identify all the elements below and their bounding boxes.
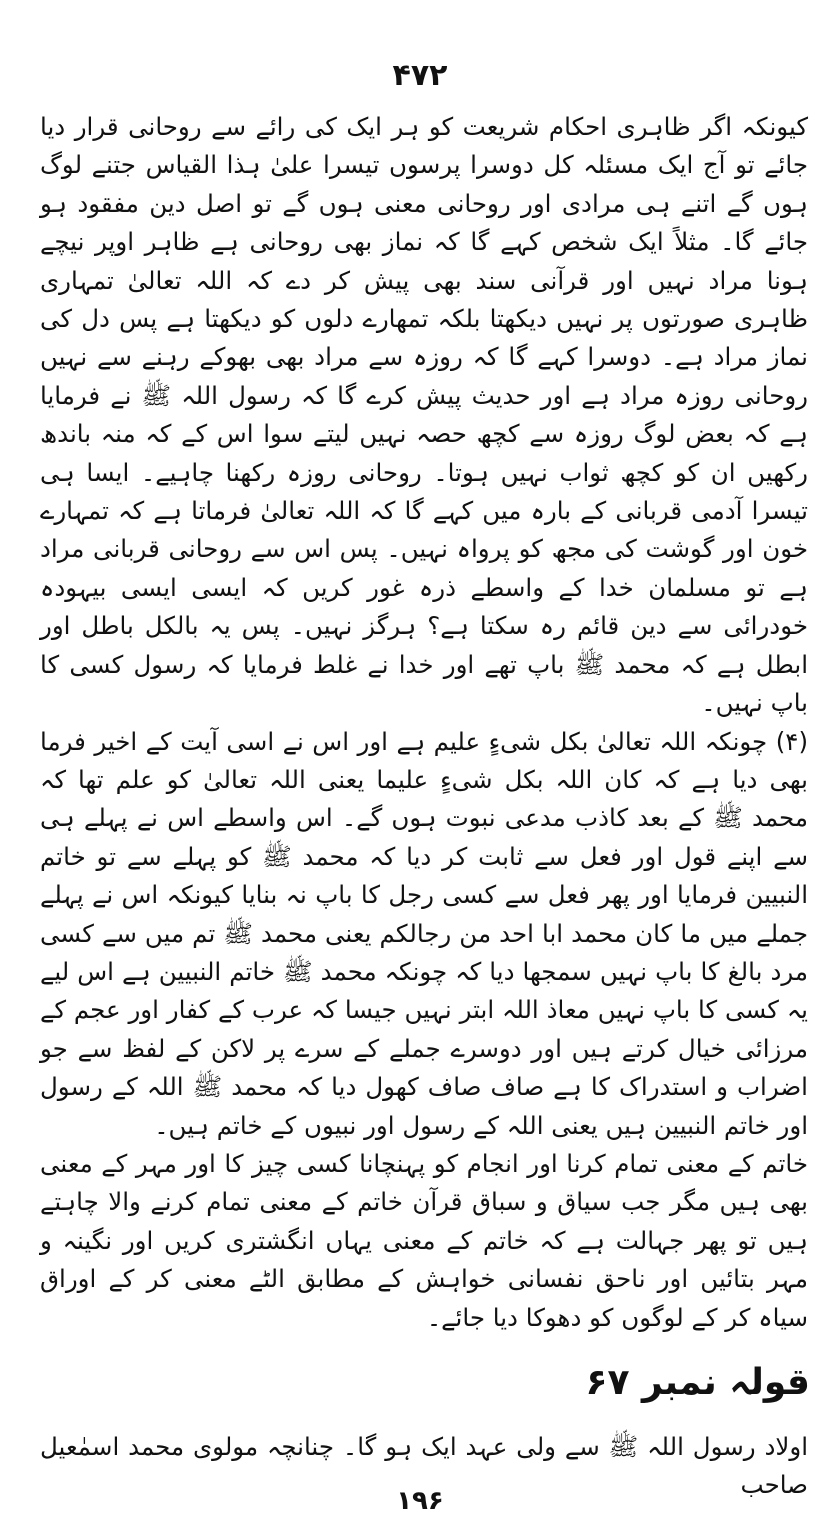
page-number-top: ۴۷۲: [392, 58, 448, 93]
section-heading: قولہ نمبر ۶۷: [585, 1362, 810, 1403]
body-text: [40, 108, 808, 1337]
continuation-line: اولاد رسول اللہ ﷺ سے ولی عہد ایک ہو گا۔ چنانچہ مولوی محمد اسمٰعیل صاحب: [40, 1432, 808, 1499]
paragraph-1: کیونکہ اگر ظاہری احکام شریعت کو ہر ایک کی رائے سے روحانی قرار دیا جائے تو آج ایک مسئلہ کل دوسرا پرسوں تیسرا علیٰ ہذا القیاس جتنے لوگ ہوں گے اتنے ہی مرادی اور روحانی معنی ہوں گے تو اصل دین مفقود ہو جائے گا۔ مثلاً ایک شخص کہے گا کہ نماز بھی روحانی ہے ظاہر اوپر نیچے ہونا مراد نہیں اور قرآنی سند بھی پیش کر دے کہ اللہ تعالیٰ تمہاری ظاہری صورتوں پر نہیں دیکھتا بلکہ تمھارے دلوں کو دیکھتا ہے پس دل کی نماز مراد ہے۔ دوسرا کہے گا کہ روزہ سے مراد بھی بھوکے رہنے سے نہیں روحانی روزہ مراد ہے اور حدیث پیش کرے گا کہ رسول اللہ ﷺ نے فرمایا ہے کہ بعض لوگ روزہ سے کچھ حصہ نہیں لیتے سوا اس کے کہ منہ باندھ رکھیں ان کو کچھ ثواب نہیں ہوتا۔ روحانی روزہ رکھنا چاہیے۔ ایسا ہی تیسرا آدمی قربانی کے بارہ میں کہے گا کہ اللہ تعالیٰ فرماتا ہے کہ تمہارے خون اور گوشت کی مجھ کو پرواہ نہیں۔ پس اس سے روحانی قربانی مراد ہے تو مسلمان خدا کے واسطے ذرہ غور کریں کہ ایسی ایسی بیہودہ خودرائی سے دین قائم رہ سکتا ہے؟ ہرگز نہیں۔ پس یہ بالکل باطل اور ابطل ہے کہ محمد ﷺ باپ تھے اور خدا نے غلط فرمایا کہ رسول کسی کا باپ نہیں۔: [40, 112, 808, 718]
paragraph-3: خاتم کے معنی تمام کرنا اور انجام کو پہنچانا کسی چیز کا اور مہر کے معنی بھی ہیں مگر جب سیاق و سباق قرآن خاتم کے معنی تمام کرنے والا چاہتے ہیں تو پھر جہالت ہے کہ خاتم کے معنی یہاں انگشتری کریں اور نگینہ و مہر بتائیں اور ناحق نفسانی خواہش کے مطابق الٹے معنی کر کے اوراق سیاہ کر کے لوگوں کو دھوکا دیا جائے۔: [40, 1148, 808, 1332]
paragraph-2: (۴) چونکہ اللہ تعالیٰ بکل شیءٍ علیم ہے اور اس نے اسی آیت کے اخیر فرما بھی دیا ہے کہ کان اللہ بکل شیءٍ علیما یعنی اللہ تعالیٰ کو علم تھا کہ محمد ﷺ کے بعد کاذب مدعی نبوت ہوں گے۔ اس واسطے اس نے پہلے ہی سے اپنے قول اور فعل سے ثابت کر دیا کہ محمد ﷺ کو پہلے سے تو خاتم النبیین فرمایا اور پھر فعل سے کسی رجل کا باپ نہ بنایا کیونکہ اس نے پہلے جملے میں ما کان محمد ابا احد من رجالکم یعنی محمد ﷺ تم میں سے کسی مرد بالغ کا باپ نہیں سمجھا دیا کہ چونکہ محمد ﷺ خاتم النبیین ہے اس لیے یہ کسی کا باپ نہیں معاذ اللہ ابتر نہیں جیسا کہ عرب کے کفار اور عجم کے مرزائی خیال کرتے ہیں اور دوسرے جملے کے سرے پر لاکن کے لفظ سے جو اضراب و استدراک کا ہے صاف صاف کھول دیا کہ محمد ﷺ اللہ کے رسول اور خاتم النبیین ہیں یعنی اللہ کے رسول اور نبیوں کے خاتم ہیں۔: [40, 726, 808, 1140]
page-number-bottom: ۱۹۶: [396, 1486, 444, 1516]
